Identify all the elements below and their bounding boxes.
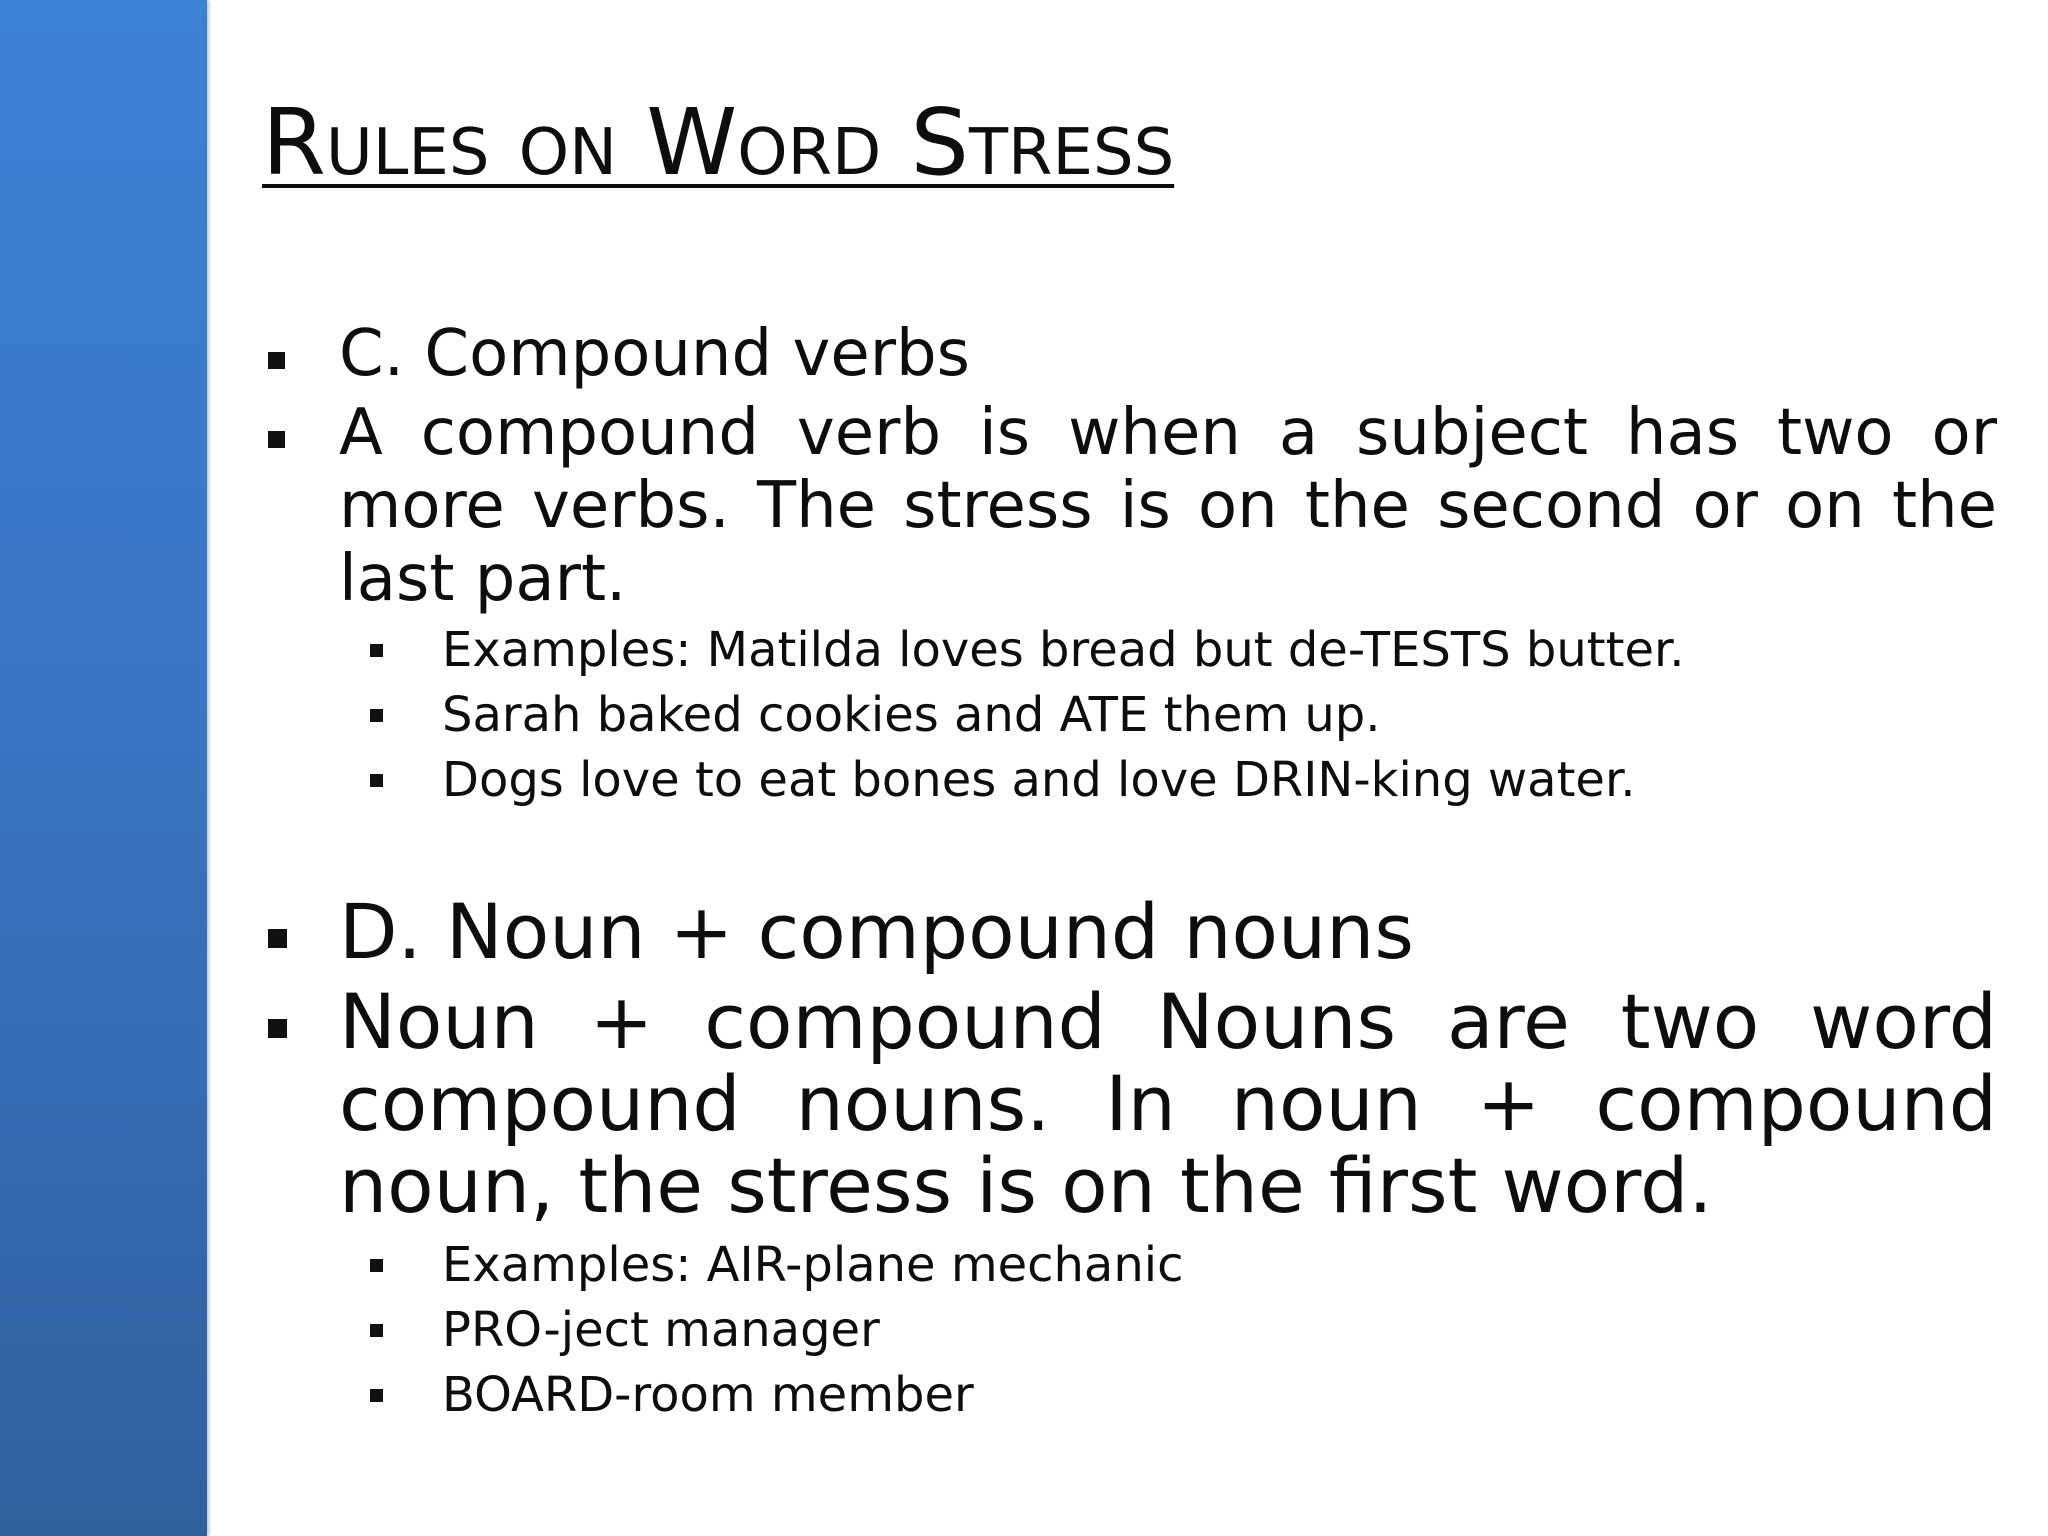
slide-content bbox=[262, 318, 1997, 1428]
square-bullet-icon bbox=[370, 1389, 383, 1402]
section-d-heading-item bbox=[262, 887, 1997, 976]
section-d-heading: D. Noun + compound nouns bbox=[339, 887, 1414, 976]
square-bullet-icon bbox=[370, 774, 383, 787]
section-c-example: Sarah baked cookies and ATE them up. bbox=[442, 687, 1381, 743]
section-d-description: Noun + compound Nouns are two word compound nouns. In noun + compound noun, the stress is on the first word. bbox=[339, 977, 1997, 1230]
section-d-example: BOARD-room member bbox=[442, 1367, 974, 1423]
square-bullet-icon bbox=[370, 1324, 383, 1337]
section-d-description-item bbox=[262, 977, 1997, 1230]
square-bullet-icon bbox=[268, 1019, 287, 1038]
section-d-example-item bbox=[262, 1363, 1997, 1428]
square-bullet-icon bbox=[268, 431, 285, 448]
square-bullet-icon bbox=[268, 352, 285, 369]
section-spacer bbox=[262, 813, 1997, 891]
section-c-example-item bbox=[262, 748, 1997, 813]
section-c-heading: C. Compound verbs bbox=[339, 317, 970, 391]
section-c-example: Examples: Matilda loves bread but de-TESTS butter. bbox=[442, 622, 1685, 678]
square-bullet-icon bbox=[370, 709, 383, 722]
section-d-example: Examples: AIR-plane mechanic bbox=[442, 1237, 1184, 1293]
section-c-example: Dogs love to eat bones and love DRIN-king water. bbox=[442, 752, 1636, 808]
section-c-description-item bbox=[262, 397, 1997, 616]
section-c-description: A compound verb is when a subject has two or more verbs. The stress is on the second or on the last part. bbox=[339, 396, 1997, 616]
section-d-example: PRO-ject manager bbox=[442, 1302, 880, 1358]
slide-title: Rules on Word Stress bbox=[262, 89, 1175, 196]
square-bullet-icon bbox=[370, 644, 383, 657]
square-bullet-icon bbox=[370, 1259, 383, 1272]
slide-side-bar bbox=[0, 0, 207, 1536]
section-d-example-item bbox=[262, 1233, 1997, 1298]
section-c-heading-item bbox=[262, 318, 1997, 391]
square-bullet-icon bbox=[268, 929, 287, 948]
section-d-example-item bbox=[262, 1298, 1997, 1363]
section-c-example-item bbox=[262, 618, 1997, 683]
section-c-example-item bbox=[262, 683, 1997, 748]
